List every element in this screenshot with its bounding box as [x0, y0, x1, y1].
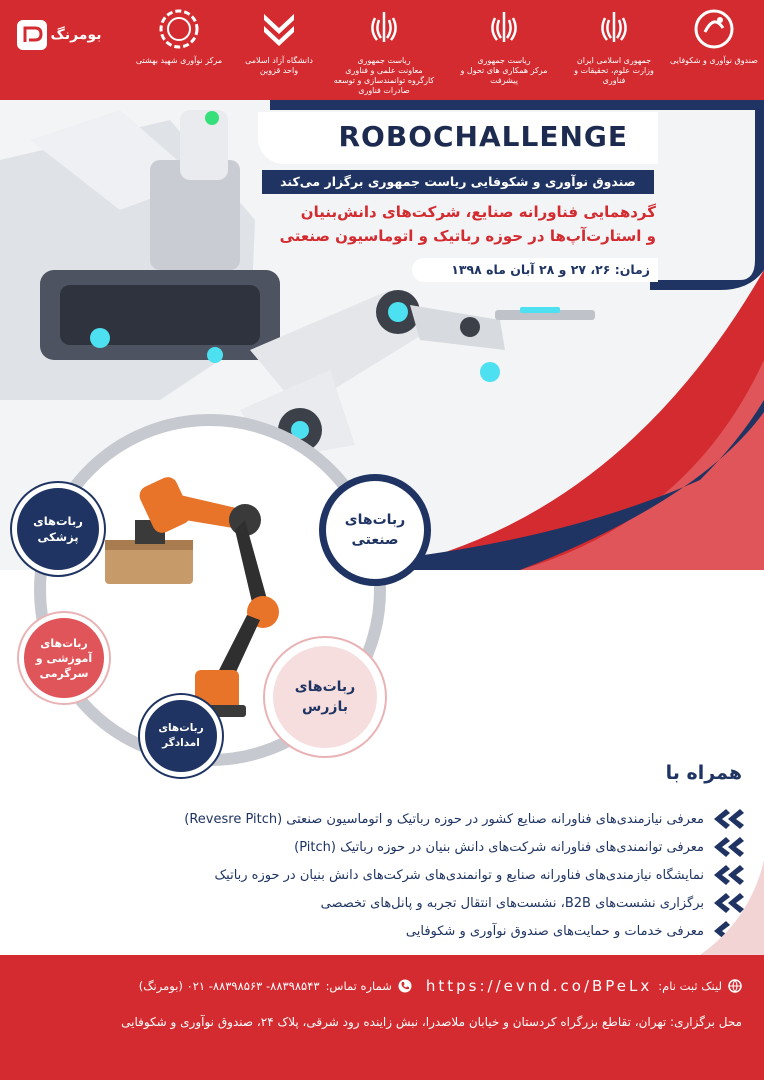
- iran-emblem-icon: [361, 6, 407, 52]
- logo-caption: صندوق نوآوری و شکوفایی: [670, 56, 758, 65]
- sponsor-logo-bar: [0, 0, 764, 100]
- logo-caption: ریاست جمهوری مرکز همکاری های تحول و پیشرفت: [460, 56, 548, 85]
- logo-caption: دانشگاه آزاد اسلامی واحد قزوین: [245, 56, 313, 75]
- feature-text: برگزاری نشست‌های B2B، نشست‌های انتقال تجربه و پانل‌های تخصصی: [320, 895, 704, 911]
- feature-text: معرفی توانمندی‌های فناورانه شرکت‌های دانش بنیان در حوزه رباتیک (Pitch): [294, 839, 704, 855]
- logo-caption: بومرنگ: [50, 27, 102, 43]
- logo-caption: جمهوری اسلامی ایران وزارت علوم، تحقیقات و فناوری: [574, 56, 654, 85]
- bubble-inspection-robots: ربات‌های بازرس: [265, 638, 385, 756]
- phone-label: شماره تماس:: [325, 979, 392, 993]
- vice-presidency-logo: [329, 6, 439, 96]
- registration-line: [139, 977, 742, 995]
- boomrang-logo: [4, 6, 114, 96]
- bubble-industrial-robots: ربات‌های صنعتی: [319, 474, 431, 586]
- feature-text: معرفی نیازمندی‌های فناورانه صنایع کشور در حوزه رباتیک و اتوماسیون صنعتی (Revesre Pitch): [184, 811, 704, 827]
- innovation-center-logo: [129, 6, 229, 96]
- feature-item: [294, 834, 746, 860]
- iran-emblem-icon: [591, 6, 637, 52]
- swirl-icon: [156, 6, 202, 52]
- innovation-fund-logo: [664, 6, 764, 96]
- red-corner-decoration: [660, 860, 764, 955]
- venue-address: محل برگزاری: تهران، تقاطع بزرگراه کردستان و خیابان ملاصدرا، نبش زاینده رود شرقی، پلاک ۲۴، صندوق نوآوری و شکوفایی: [121, 1015, 742, 1029]
- feature-text: نمایشگاه نیازمندی‌های فناورانه صنایع و توانمندی‌های شرکت‌های دانش بنیان در حوزه رباتیک: [214, 867, 704, 883]
- double-chevron-icon: [712, 836, 746, 858]
- ministry-science-logo: [564, 6, 664, 96]
- headline-line-2: و استارت‌آپ‌ها در حوزه رباتیک و اتوماسیون صنعتی: [279, 227, 656, 245]
- event-headline: [250, 200, 656, 248]
- footer: [0, 955, 764, 1080]
- phone-icon: [398, 979, 412, 993]
- bubble-medical-robots: ربات‌های پزشکی: [12, 483, 104, 575]
- presidency-center-logo: [454, 6, 554, 96]
- title-panel: [258, 112, 658, 164]
- phone-numbers: ۸۸۳۹۸۵۴۳- ۸۸۳۹۸۵۶۳- ۰۲۱ (بومرنگ): [138, 979, 320, 993]
- bubble-rescue-robots: ربات‌های امدادگر: [140, 695, 222, 777]
- registration-link[interactable]: https://evnd.co/BPeLx: [425, 977, 653, 995]
- iran-emblem-icon: [481, 6, 527, 52]
- event-date: زمان: ۲۶، ۲۷ و ۲۸ آبان ماه ۱۳۹۸: [412, 258, 658, 282]
- feature-text: معرفی خدمات و حمایت‌های صندوق نوآوری و شکوفایی: [405, 923, 704, 939]
- headline-line-1: گردهمایی فناورانه صنایع، شرکت‌های دانش‌بنیان: [300, 203, 656, 221]
- organizer-subtitle: صندوق نوآوری و شکوفایی ریاست جمهوری برگزار می‌کند: [262, 170, 654, 194]
- boomrang-icon: [17, 20, 47, 50]
- bubble-educational-robots: ربات‌های آموزشی و سرگرمی: [19, 613, 109, 703]
- azad-university-logo: [239, 6, 319, 96]
- together-heading: همراه با: [665, 762, 742, 784]
- globe-icon: [728, 979, 742, 993]
- registration-label: لینک ثبت نام:: [658, 979, 722, 993]
- page-title: ROBOCHALLENGE: [338, 120, 628, 153]
- double-chevron-icon: [712, 808, 746, 830]
- innovation-fund-icon: [691, 6, 737, 52]
- feature-item: [184, 806, 746, 832]
- logo-caption: مرکز نوآوری شهید بهشتی: [135, 56, 223, 65]
- university-emblem-icon: [256, 6, 302, 52]
- logo-caption: ریاست جمهوری معاونت علمی و فناوری کارگروه توانمندسازی و توسعه صادرات فناوری: [333, 56, 435, 95]
